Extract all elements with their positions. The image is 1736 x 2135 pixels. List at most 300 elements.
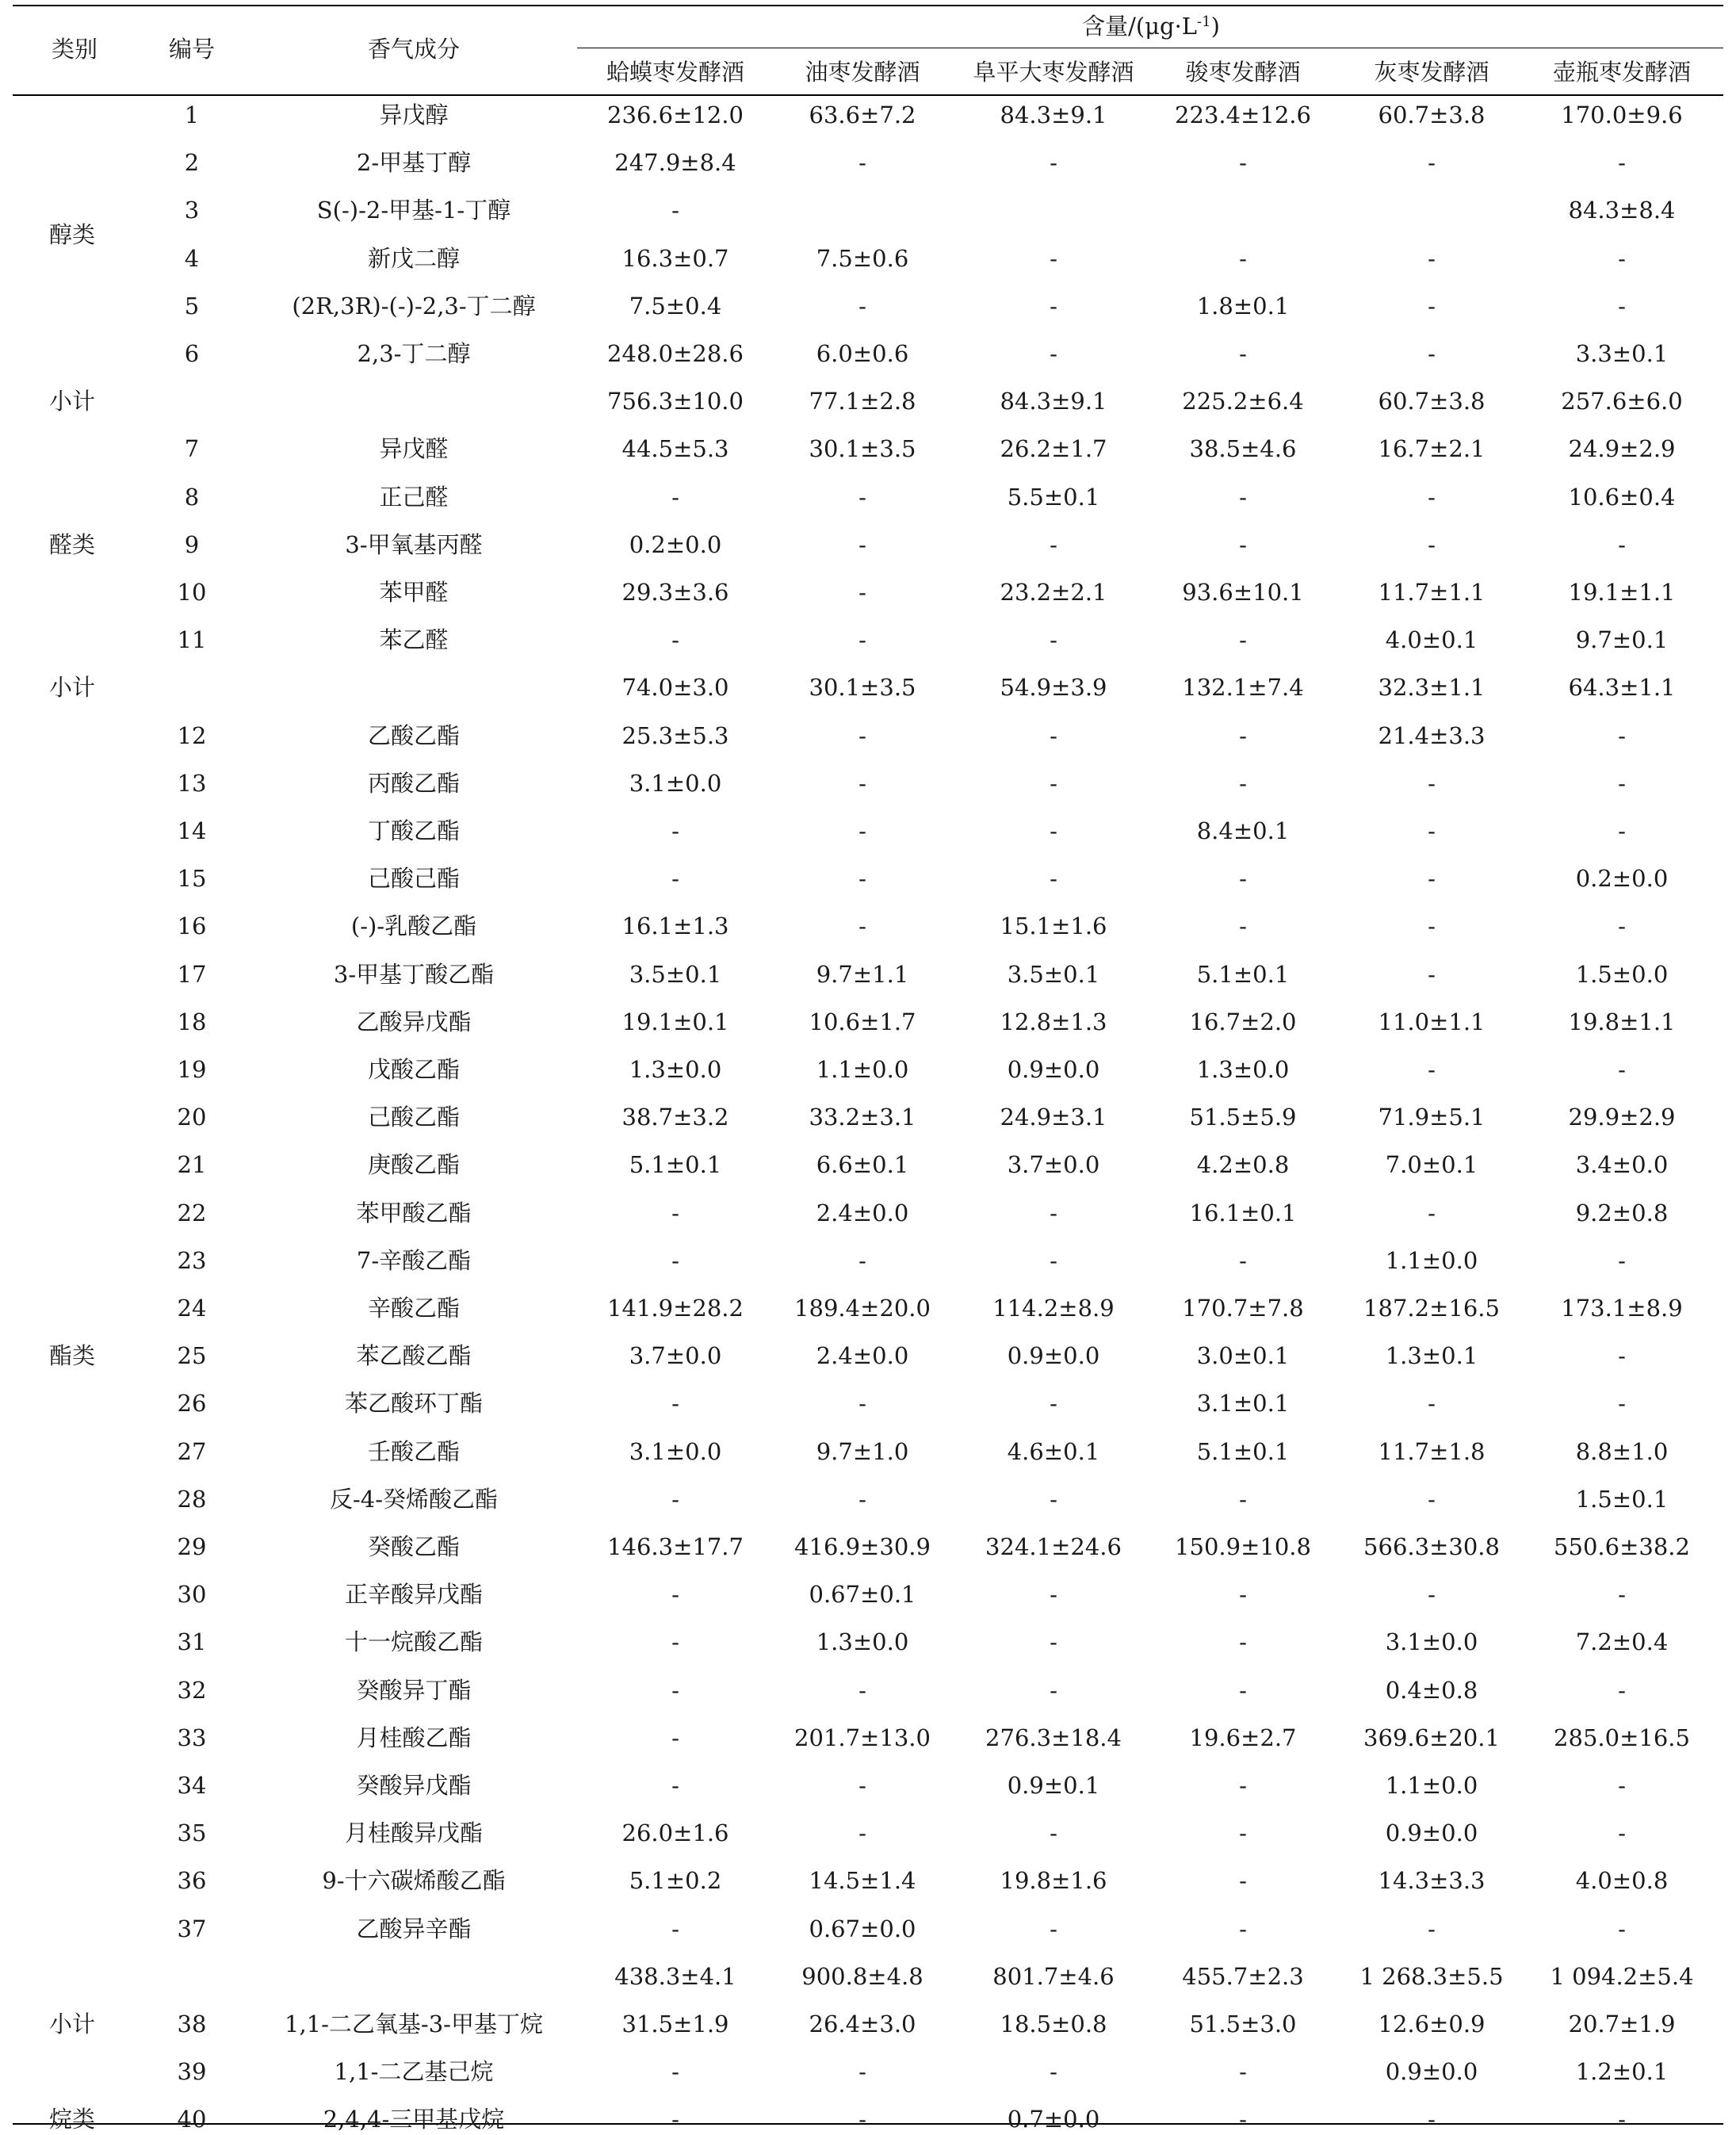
content-cell: 38.7±3.2 <box>621 1104 729 1131</box>
content-cell: 114.2±8.9 <box>992 1295 1115 1322</box>
column-header: 油枣发酵酒 <box>805 59 920 86</box>
content-cell: - <box>1428 865 1436 893</box>
content-cell: - <box>858 2106 866 2133</box>
content-cell: 7.5±0.6 <box>816 244 909 272</box>
content-cell: - <box>858 1485 866 1513</box>
content-cell: 11.7±1.1 <box>1378 579 1486 606</box>
compound-name: 庚酸乙酯 <box>367 1151 461 1179</box>
content-cell: 19.1±0.1 <box>621 1008 729 1035</box>
row-number: 27 <box>177 1437 207 1465</box>
content-cell: 2.4±0.0 <box>816 1199 909 1226</box>
content-cell: 3.0±0.1 <box>1196 1342 1290 1370</box>
content-cell: - <box>671 197 679 224</box>
content-cell: 9.7±0.1 <box>1575 626 1669 654</box>
content-cell: 0.67±0.0 <box>809 1915 916 1942</box>
header-content-sup: -1 <box>1197 13 1211 30</box>
content-cell: 3.1±0.0 <box>1385 1628 1478 1656</box>
content-cell: 285.0±16.5 <box>1554 1724 1690 1751</box>
content-cell: - <box>1239 865 1247 893</box>
category-label: 烷类 <box>49 2106 96 2133</box>
content-cell: 3.7±0.0 <box>1007 1151 1100 1179</box>
content-cell: - <box>671 1724 679 1751</box>
content-cell: - <box>1050 530 1057 558</box>
content-cell: 14.5±1.4 <box>809 1867 916 1895</box>
row-number: 8 <box>184 483 200 511</box>
content-cell: - <box>1618 721 1626 749</box>
compound-name: 壬酸乙酯 <box>367 1437 461 1465</box>
content-cell: - <box>1050 817 1057 844</box>
content-cell: 1.3±0.0 <box>629 1056 722 1083</box>
content-cell: - <box>1618 1581 1626 1609</box>
content-cell: 1.1±0.0 <box>816 1056 909 1083</box>
compound-name: 2-甲基丁醇 <box>356 149 472 177</box>
header-content-close: ) <box>1210 13 1220 40</box>
compound-name: 3-甲氧基丙醛 <box>345 530 483 558</box>
content-cell: 1 094.2±5.4 <box>1550 1962 1694 1990</box>
content-cell: 247.9±8.4 <box>614 149 736 177</box>
category-label: 醛类 <box>49 530 96 558</box>
content-cell: - <box>671 1485 679 1513</box>
content-cell: - <box>1428 1581 1436 1609</box>
content-cell: 170.0±9.6 <box>1561 101 1683 128</box>
content-cell: 0.9±0.0 <box>1007 1342 1100 1370</box>
compound-name: 异戊醇 <box>379 101 449 128</box>
content-cell: - <box>858 817 866 844</box>
row-number: 35 <box>177 1819 207 1847</box>
content-cell: 150.9±10.8 <box>1175 1533 1311 1560</box>
content-cell: 0.2±0.0 <box>1575 865 1669 893</box>
compound-name: 乙酸异戊酯 <box>356 1008 472 1035</box>
content-cell: - <box>1618 1915 1626 1942</box>
row-number: 1 <box>184 101 200 128</box>
content-cell: - <box>1618 2106 1626 2133</box>
row-number: 29 <box>177 1533 207 1560</box>
content-cell: 5.1±0.2 <box>629 1867 722 1895</box>
row-number: 15 <box>177 865 207 893</box>
content-cell: 1.2±0.1 <box>1575 2058 1669 2086</box>
content-cell: 16.7±2.0 <box>1189 1008 1297 1035</box>
compound-name: 苯乙酸环丁酯 <box>344 1390 484 1418</box>
content-cell: - <box>1428 244 1436 272</box>
content-cell: - <box>1239 1485 1247 1513</box>
content-cell: 16.1±1.3 <box>621 913 729 940</box>
content-cell: 170.7±7.8 <box>1182 1295 1304 1322</box>
content-cell: - <box>1428 817 1436 844</box>
row-number: 36 <box>177 1867 207 1895</box>
content-cell: 223.4±12.6 <box>1175 101 1311 128</box>
category-label: 酯类 <box>49 1342 96 1370</box>
content-cell: 1.3±0.0 <box>1196 1056 1290 1083</box>
content-cell: 369.6±20.1 <box>1363 1724 1500 1751</box>
row-number: 14 <box>177 817 207 844</box>
content-cell: 7.5±0.4 <box>629 292 722 319</box>
row-number: 40 <box>177 2106 207 2133</box>
row-number: 11 <box>177 626 207 654</box>
content-cell: - <box>1050 1819 1057 1847</box>
content-cell: 189.4±20.0 <box>794 1295 931 1322</box>
content-cell: 324.1±24.6 <box>985 1533 1122 1560</box>
row-number: 22 <box>177 1199 207 1226</box>
content-cell: 0.9±0.0 <box>1385 1819 1478 1847</box>
category-label: 小计 <box>49 2011 96 2037</box>
content-cell: 3.3±0.1 <box>1575 340 1669 367</box>
compound-name: 苯乙醛 <box>379 626 449 654</box>
content-cell: - <box>858 913 866 940</box>
content-cell: 21.4±3.3 <box>1378 721 1486 749</box>
content-cell: - <box>671 2106 679 2133</box>
compound-name: S(-)-2-甲基-1-丁醇 <box>316 197 511 224</box>
content-cell: - <box>858 483 866 511</box>
compound-name: 反-4-癸烯酸乙酯 <box>329 1485 499 1513</box>
content-cell: - <box>1239 2106 1247 2133</box>
content-cell: 26.0±1.6 <box>621 1819 729 1847</box>
content-cell: 23.2±2.1 <box>1000 579 1107 606</box>
row-number: 34 <box>177 1772 207 1799</box>
content-cell: 550.6±38.2 <box>1554 1533 1690 1560</box>
content-cell: 3.1±0.0 <box>629 769 722 797</box>
content-cell: - <box>858 530 866 558</box>
category-label: 小计 <box>49 674 96 702</box>
row-number: 6 <box>184 340 200 367</box>
compound-name: 1,1-二乙氧基-3-甲基丁烷 <box>285 2011 543 2037</box>
content-cell: - <box>671 626 679 654</box>
content-cell: 51.5±5.9 <box>1189 1104 1297 1131</box>
row-number: 4 <box>184 244 200 272</box>
content-cell: - <box>858 721 866 749</box>
content-cell: 51.5±3.0 <box>1189 2011 1297 2037</box>
content-cell: - <box>1050 1390 1057 1418</box>
content-cell: 32.3±1.1 <box>1378 674 1486 702</box>
content-cell: 16.3±0.7 <box>621 244 729 272</box>
content-cell: 44.5±5.3 <box>621 435 729 463</box>
compound-name: 新戊二醇 <box>367 244 461 272</box>
category-label: 醇类 <box>49 220 96 248</box>
content-cell: 1.3±0.0 <box>816 1628 909 1656</box>
compound-name: 月桂酸异戊酯 <box>344 1819 484 1847</box>
bottom-rule <box>13 2123 1723 2125</box>
compound-name: 十一烷酸乙酯 <box>344 1628 484 1656</box>
content-cell: 201.7±13.0 <box>794 1724 931 1751</box>
content-cell: - <box>1618 769 1626 797</box>
row-number: 28 <box>177 1485 207 1513</box>
compound-name: 1,1-二乙基己烷 <box>334 2058 494 2086</box>
content-cell: 225.2±6.4 <box>1182 388 1304 415</box>
compound-name: 癸酸异丁酯 <box>356 1676 472 1704</box>
row-number: 16 <box>177 913 207 940</box>
content-cell: 5.5±0.1 <box>1007 483 1100 511</box>
compound-name: 乙酸乙酯 <box>367 721 461 749</box>
content-cell: 19.6±2.7 <box>1189 1724 1297 1751</box>
content-cell: - <box>1050 865 1057 893</box>
content-cell: - <box>1050 2058 1057 2086</box>
content-cell: - <box>858 579 866 606</box>
content-cell: - <box>1050 1628 1057 1656</box>
content-cell: 19.1±1.1 <box>1568 579 1676 606</box>
content-cell: 33.2±3.1 <box>809 1104 916 1131</box>
content-cell: - <box>858 1246 866 1274</box>
content-cell: 132.1±7.4 <box>1182 674 1304 702</box>
row-number: 30 <box>177 1581 207 1609</box>
content-cell: - <box>1050 1199 1057 1226</box>
compound-name: 癸酸乙酯 <box>367 1533 461 1560</box>
content-cell: - <box>1050 340 1057 367</box>
compound-name: 7-辛酸乙酯 <box>356 1246 472 1274</box>
content-cell: 173.1±8.9 <box>1561 1295 1683 1322</box>
content-cell: - <box>1618 1056 1626 1083</box>
content-cell: 84.3±9.1 <box>1000 101 1107 128</box>
category-label: 小计 <box>49 388 96 415</box>
content-cell: 2.4±0.0 <box>816 1342 909 1370</box>
row-number: 23 <box>177 1246 207 1274</box>
content-cell: 141.9±28.2 <box>607 1295 744 1322</box>
content-cell: 10.6±0.4 <box>1568 483 1676 511</box>
content-cell: - <box>858 769 866 797</box>
content-cell: 0.9±0.0 <box>1385 2058 1478 2086</box>
content-cell: 187.2±16.5 <box>1363 1295 1500 1322</box>
content-cell: 3.5±0.1 <box>1007 960 1100 988</box>
content-cell: - <box>1428 1915 1436 1942</box>
column-header: 蛤蟆枣发酵酒 <box>606 59 745 86</box>
content-cell: 801.7±4.6 <box>992 1962 1115 1990</box>
content-cell: 900.8±4.8 <box>801 1962 923 1990</box>
row-number: 32 <box>177 1676 207 1704</box>
content-cell: 71.9±5.1 <box>1378 1104 1486 1131</box>
content-cell: - <box>1239 2058 1247 2086</box>
content-cell: 1.5±0.0 <box>1575 960 1669 988</box>
content-cell: 438.3±4.1 <box>614 1962 736 1990</box>
content-cell: 26.2±1.7 <box>1000 435 1107 463</box>
row-number: 31 <box>177 1628 207 1656</box>
compound-name: (2R,3R)-(-)-2,3-丁二醇 <box>292 292 536 319</box>
content-cell: 8.4±0.1 <box>1196 817 1290 844</box>
content-cell: 9.2±0.8 <box>1575 1199 1669 1226</box>
content-cell: - <box>1428 960 1436 988</box>
content-cell: 7.0±0.1 <box>1385 1151 1478 1179</box>
compound-name: 苯乙酸乙酯 <box>356 1342 472 1370</box>
content-cell: - <box>858 2058 866 2086</box>
content-cell: - <box>1239 1915 1247 1942</box>
compound-name: 9-十六碳烯酸乙酯 <box>322 1867 506 1895</box>
content-cell: 8.8±1.0 <box>1575 1437 1669 1465</box>
content-cell: 16.7±2.1 <box>1378 435 1486 463</box>
content-cell: 3.1±0.0 <box>629 1437 722 1465</box>
column-header: 骏枣发酵酒 <box>1185 59 1301 86</box>
row-number: 18 <box>177 1008 207 1035</box>
content-cell: 38.5±4.6 <box>1189 435 1297 463</box>
content-cell: - <box>1428 769 1436 797</box>
compound-name: (-)-乳酸乙酯 <box>350 913 477 940</box>
content-cell: 5.1±0.1 <box>629 1151 722 1179</box>
content-cell: - <box>1428 292 1436 319</box>
header-component: 香气成分 <box>367 36 461 63</box>
content-cell: - <box>1618 1342 1626 1370</box>
content-cell: 6.6±0.1 <box>816 1151 909 1179</box>
content-cell: 63.6±7.2 <box>809 101 916 128</box>
content-cell: 1.3±0.1 <box>1385 1342 1478 1370</box>
content-cell: - <box>1050 626 1057 654</box>
content-cell: - <box>1428 913 1436 940</box>
content-cell: - <box>1239 149 1247 177</box>
header-content <box>1082 10 1220 42</box>
content-cell: 3.4±0.0 <box>1575 1151 1669 1179</box>
content-cell: 30.1±3.5 <box>809 674 916 702</box>
content-cell: - <box>1239 1819 1247 1847</box>
row-number: 7 <box>184 435 200 463</box>
content-cell: - <box>1050 721 1057 749</box>
column-header: 灰枣发酵酒 <box>1374 59 1489 86</box>
content-cell: 1 268.3±5.5 <box>1359 1962 1504 1990</box>
content-cell: - <box>1239 244 1247 272</box>
content-cell: - <box>1618 292 1626 319</box>
content-cell: - <box>1428 1485 1436 1513</box>
content-cell: - <box>1428 1390 1436 1418</box>
content-cell: 756.3±10.0 <box>607 388 744 415</box>
content-cell: 16.1±0.1 <box>1189 1199 1297 1226</box>
content-cell: 0.9±0.1 <box>1007 1772 1100 1799</box>
content-cell: - <box>858 149 866 177</box>
content-cell: - <box>1618 913 1626 940</box>
row-number: 21 <box>177 1151 207 1179</box>
content-cell: - <box>1050 1485 1057 1513</box>
content-cell: - <box>671 483 679 511</box>
content-cell: 84.3±8.4 <box>1568 197 1676 224</box>
row-number: 39 <box>177 2058 207 2086</box>
content-cell: - <box>1050 1581 1057 1609</box>
content-cell: - <box>1050 1246 1057 1274</box>
content-cell: 60.7±3.8 <box>1378 388 1486 415</box>
content-cell: 248.0±28.6 <box>607 340 744 367</box>
compound-name: 苯甲醛 <box>379 579 449 606</box>
content-cell: 4.2±0.8 <box>1196 1151 1290 1179</box>
content-cell: - <box>671 1246 679 1274</box>
content-cell: 1.8±0.1 <box>1196 292 1290 319</box>
content-cell: 19.8±1.1 <box>1568 1008 1676 1035</box>
content-cell: - <box>1239 1581 1247 1609</box>
content-cell: - <box>1618 1246 1626 1274</box>
content-cell: 276.3±18.4 <box>985 1724 1122 1751</box>
content-cell: - <box>1428 2106 1436 2133</box>
content-cell: - <box>1428 1056 1436 1083</box>
content-cell: 26.4±3.0 <box>809 2011 916 2037</box>
content-cell: - <box>1618 817 1626 844</box>
content-cell: 566.3±30.8 <box>1363 1533 1500 1560</box>
row-number: 17 <box>177 960 207 988</box>
content-cell: 5.1±0.1 <box>1196 960 1290 988</box>
content-cell: 19.8±1.6 <box>1000 1867 1107 1895</box>
content-cell: - <box>1239 530 1247 558</box>
content-cell: - <box>671 865 679 893</box>
content-cell: - <box>1618 1819 1626 1847</box>
content-cell: - <box>671 1915 679 1942</box>
compound-name: 正辛酸异戊酯 <box>344 1581 484 1609</box>
row-number: 33 <box>177 1724 207 1751</box>
column-header: 壶瓶枣发酵酒 <box>1552 59 1692 86</box>
content-cell: 146.3±17.7 <box>607 1533 744 1560</box>
row-number: 3 <box>184 197 200 224</box>
compound-name: 己酸乙酯 <box>367 1104 461 1131</box>
content-cell: 18.5±0.8 <box>1000 2011 1107 2037</box>
compound-name: 己酸己酯 <box>367 865 461 893</box>
content-cell: 4.0±0.1 <box>1385 626 1478 654</box>
content-cell: - <box>1239 1772 1247 1799</box>
content-cell: 3.5±0.1 <box>629 960 722 988</box>
content-cell: - <box>858 1772 866 1799</box>
content-cell: 93.6±10.1 <box>1182 579 1304 606</box>
compound-name: 癸酸异戊酯 <box>356 1772 472 1799</box>
content-cell: - <box>671 817 679 844</box>
content-cell: - <box>671 1581 679 1609</box>
content-cell: - <box>1239 1628 1247 1656</box>
content-cell: 60.7±3.8 <box>1378 101 1486 128</box>
content-cell: 0.67±0.1 <box>809 1581 916 1609</box>
content-cell: 64.3±1.1 <box>1568 674 1676 702</box>
content-cell: 1.1±0.0 <box>1385 1246 1478 1274</box>
content-cell: - <box>858 626 866 654</box>
content-cell: - <box>1239 1676 1247 1704</box>
content-cell: 0.9±0.0 <box>1007 1056 1100 1083</box>
content-cell: 29.9±2.9 <box>1568 1104 1676 1131</box>
content-cell: 25.3±5.3 <box>621 721 729 749</box>
compound-name: 苯甲酸乙酯 <box>356 1199 472 1226</box>
content-cell: - <box>1239 1867 1247 1895</box>
content-cell: 5.1±0.1 <box>1196 1437 1290 1465</box>
row-number: 13 <box>177 769 207 797</box>
content-cell: - <box>671 1628 679 1656</box>
content-cell: 15.1±1.6 <box>1000 913 1107 940</box>
content-cell: - <box>1239 626 1247 654</box>
content-cell: 54.9±3.9 <box>1000 674 1107 702</box>
compound-name: 乙酸异辛酯 <box>356 1915 472 1942</box>
content-cell: 9.7±1.1 <box>816 960 909 988</box>
content-cell: 3.7±0.0 <box>629 1342 722 1370</box>
content-cell: 12.6±0.9 <box>1378 2011 1486 2037</box>
content-cell: - <box>1428 1199 1436 1226</box>
content-cell: 9.7±1.0 <box>816 1437 909 1465</box>
content-cell: 455.7±2.3 <box>1182 1962 1304 1990</box>
row-number: 12 <box>177 721 207 749</box>
content-cell: - <box>1050 1915 1057 1942</box>
content-cell: - <box>1050 769 1057 797</box>
content-cell: 6.0±0.6 <box>816 340 909 367</box>
content-cell: 29.3±3.6 <box>621 579 729 606</box>
top-rule <box>13 5 1723 6</box>
content-cell: 74.0±3.0 <box>621 674 729 702</box>
content-cell: - <box>1239 769 1247 797</box>
content-cell: 3.1±0.1 <box>1196 1390 1290 1418</box>
content-cell: 11.7±1.8 <box>1378 1437 1486 1465</box>
content-cell: 236.6±12.0 <box>607 101 744 128</box>
content-cell: 10.6±1.7 <box>809 1008 916 1035</box>
compound-name: 2,4,4-三甲基戊烷 <box>323 2106 505 2133</box>
compound-name: 2,3-丁二醇 <box>357 340 471 367</box>
row-number: 25 <box>177 1342 207 1370</box>
row-number: 5 <box>184 292 200 319</box>
compound-name: 3-甲基丁酸乙酯 <box>333 960 495 988</box>
row-number: 2 <box>184 149 200 177</box>
row-number: 9 <box>184 530 200 558</box>
header-category: 类别 <box>51 36 98 63</box>
content-cell: - <box>671 1772 679 1799</box>
content-cell: - <box>1239 721 1247 749</box>
content-cell: 31.5±1.9 <box>621 2011 729 2037</box>
content-cell: - <box>1618 1676 1626 1704</box>
row-number: 37 <box>177 1915 207 1942</box>
row-number: 20 <box>177 1104 207 1131</box>
content-cell: - <box>671 1199 679 1226</box>
content-cell: - <box>1618 149 1626 177</box>
header-rule <box>13 94 1723 96</box>
row-number: 10 <box>177 579 207 606</box>
